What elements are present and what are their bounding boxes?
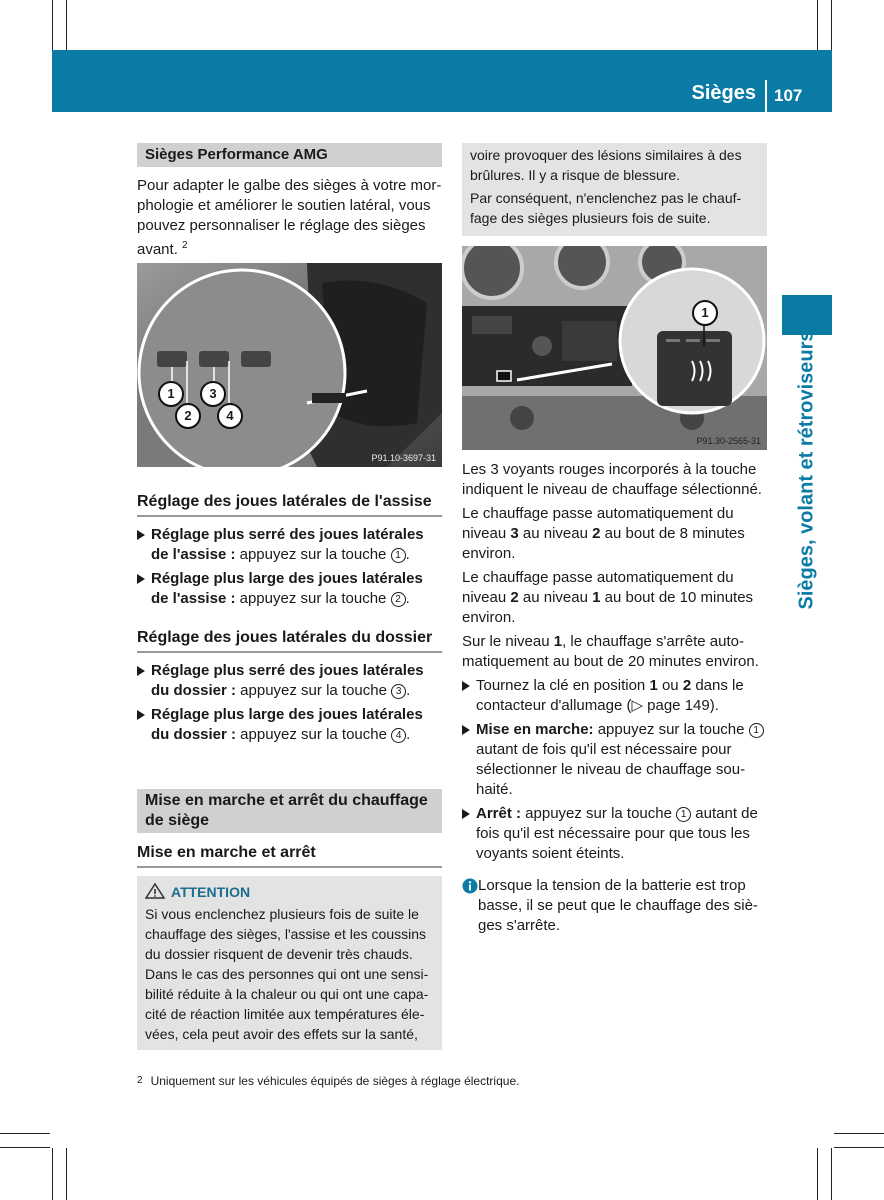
item-end: . xyxy=(406,726,411,743)
circled-number: 4 xyxy=(391,728,406,743)
bullet-arrow-icon xyxy=(137,574,145,584)
text: autant de fois qu'il est nécessaire pour que tous les voyants soient éteints. xyxy=(476,805,758,862)
info-note xyxy=(462,876,770,936)
attention-continued-text: voire provoquer des lésions similaires à des brûlures. Il y a risque de blessure. xyxy=(470,147,742,183)
bullet-arrow-icon xyxy=(137,666,145,676)
item-text: appuyez sur la touche xyxy=(236,726,392,743)
item-text: appuyez sur la touche xyxy=(235,546,391,563)
side-tab-label: Sièges, volant et rétroviseurs xyxy=(795,330,818,610)
text: appuyez sur la touche xyxy=(521,805,677,822)
item-bold-label: Mise en marche: xyxy=(476,721,594,738)
info-icon xyxy=(462,878,478,894)
item-bold-label: Réglage plus large des joues latérales de l'assise : xyxy=(151,570,423,607)
left-lower-column xyxy=(137,492,442,1050)
crop-mark xyxy=(0,1133,50,1134)
bullet-arrow-icon xyxy=(462,725,470,735)
attention-label: ATTENTION xyxy=(171,884,251,900)
intro-paragraph xyxy=(137,176,442,260)
list-item xyxy=(137,569,442,609)
attention-continued-box xyxy=(462,143,767,236)
footnote-text: Uniquement sur les véhicules équipés de sièges à réglage électrique. xyxy=(150,1074,520,1088)
attention-box xyxy=(137,876,442,1050)
item-bold-label: Réglage plus serré des joues latérales de l'assise : xyxy=(151,526,424,563)
header-band xyxy=(52,50,832,112)
footnote xyxy=(137,1074,519,1088)
attention-header xyxy=(145,882,434,902)
text: au niveau xyxy=(518,525,593,542)
callout-2: 2 xyxy=(175,403,201,429)
level-number: 1 xyxy=(553,633,563,650)
callout-3: 3 xyxy=(200,381,226,407)
text: autant de fois qu'il est nécessaire pour sélectionner le niveau de chauffage souhaité. xyxy=(476,741,746,798)
subsection-title: Réglage des joues latérales de l'assise xyxy=(137,492,442,517)
attention-continued-text-2: Par conséquent, n'enclenchez pas le chauffage des sièges plusieurs fois de suite. xyxy=(470,190,742,226)
image-code: P91.10-3697-31 xyxy=(371,453,436,463)
item-text: appuyez sur la touche xyxy=(236,682,392,699)
footnote-number: 2 xyxy=(137,1075,143,1086)
section-title: Sièges Performance AMG xyxy=(137,143,442,167)
text: Tournez la clé en position xyxy=(476,677,650,694)
crop-mark xyxy=(817,1148,818,1200)
text: au bout de 10 minutes environ. xyxy=(462,589,754,626)
item-text: appuyez sur la touche xyxy=(235,590,391,607)
warning-icon xyxy=(145,883,165,899)
page-number: 107 xyxy=(774,86,803,105)
seat-photo-illustration xyxy=(137,263,442,467)
bullet-arrow-icon xyxy=(137,530,145,540)
section-title: Mise en marche et arrêt du chauffage de siège xyxy=(137,789,442,833)
left-column xyxy=(137,143,442,260)
callout-1: 1 xyxy=(692,300,718,326)
level-number: 2 xyxy=(510,589,519,606)
intro-text: Pour adapter le galbe des sièges à votre morphologie et améliorer le soutien latéral, vous pouvez personnaliser le réglage des sièges avant. xyxy=(137,177,442,258)
header-divider xyxy=(765,80,767,112)
callout-4: 4 xyxy=(217,403,243,429)
paragraph xyxy=(462,632,770,672)
list-item xyxy=(137,661,442,701)
crop-mark xyxy=(66,0,67,50)
subsection-title: Mise en marche et arrêt xyxy=(137,843,442,868)
crop-mark xyxy=(834,1133,884,1134)
right-text-column xyxy=(462,460,770,936)
level-number: 1 xyxy=(592,589,601,606)
footnote-ref: 2 xyxy=(182,240,188,251)
image-code: P91.30-2565-31 xyxy=(696,436,761,446)
paragraph: Les 3 voyants rouges incorporés à la touche indiquent le niveau de chauffage sélectionné. xyxy=(462,461,762,498)
list-item xyxy=(137,525,442,565)
key-position: 1 xyxy=(649,677,658,694)
crop-mark xyxy=(52,1148,53,1200)
bullet-arrow-icon xyxy=(462,681,470,691)
list-item xyxy=(137,705,442,745)
item-end: . xyxy=(405,590,410,607)
level-number: 3 xyxy=(510,525,519,542)
item-end: . xyxy=(406,682,411,699)
side-tab-marker xyxy=(782,295,832,335)
text: appuyez sur la touche xyxy=(593,721,749,738)
crop-mark xyxy=(831,1148,832,1200)
circled-number: 1 xyxy=(391,548,406,563)
crop-mark xyxy=(52,0,53,50)
item-bold-label: Réglage plus serré des joues latérales du dossier : xyxy=(151,662,424,699)
crop-mark xyxy=(831,0,832,50)
text: au niveau xyxy=(518,589,593,606)
item-bold-label: Réglage plus large des joues latérales du dossier : xyxy=(151,706,423,743)
crop-mark xyxy=(0,1147,50,1148)
header-title: Sièges xyxy=(691,82,756,104)
info-text: Lorsque la tension de la batterie est trop basse, il se peut que le chauffage des sièges s'arrête. xyxy=(478,877,758,934)
text: , le chauffage s'arrête automatiquement au bout de 20 minutes environ. xyxy=(462,633,759,670)
text: au bout de 8 minutes environ. xyxy=(462,525,745,562)
bullet-arrow-icon xyxy=(137,710,145,720)
crop-mark xyxy=(834,1147,884,1148)
level-number: 2 xyxy=(592,525,601,542)
circled-number: 1 xyxy=(676,807,691,822)
item-end: . xyxy=(405,546,410,563)
bullet-arrow-icon xyxy=(462,809,470,819)
key-position: 2 xyxy=(682,677,692,694)
seat-adjust-photo xyxy=(137,263,442,467)
text: dans le contacteur d'allumage (▷ page 149). xyxy=(476,677,744,714)
crop-mark xyxy=(817,0,818,50)
paragraph xyxy=(462,504,770,564)
text: Le chauffage passe automatiquement du niveau xyxy=(462,505,734,542)
item-bold-label: Arrêt : xyxy=(476,805,522,822)
paragraph xyxy=(462,568,770,628)
text: ou xyxy=(657,677,683,694)
crop-mark xyxy=(66,1148,67,1200)
subsection-title: Réglage des joues latérales du dossier xyxy=(137,628,442,653)
seat-heating-button-photo xyxy=(462,246,767,450)
console-photo-illustration xyxy=(462,246,767,450)
list-item xyxy=(462,676,770,716)
callout-1: 1 xyxy=(158,381,184,407)
list-item xyxy=(462,720,770,800)
circled-number: 3 xyxy=(391,684,406,699)
text: Le chauffage passe automatiquement du niveau xyxy=(462,569,734,606)
attention-text: Si vous enclenchez plusieurs fois de suite le chauffage des sièges, l'assise et les coussins du dossier risquent de devenir très chauds. Dans le cas des personnes qui ont une sensibilité réduite à la chaleur ou qui ont une capacité de réaction limitée aux températures élevées, cela peut avoir des effets sur la santé, xyxy=(145,906,429,1042)
list-item xyxy=(462,804,770,864)
text: Sur le niveau xyxy=(462,633,554,650)
circled-number: 1 xyxy=(749,723,764,738)
circled-number: 2 xyxy=(391,592,406,607)
